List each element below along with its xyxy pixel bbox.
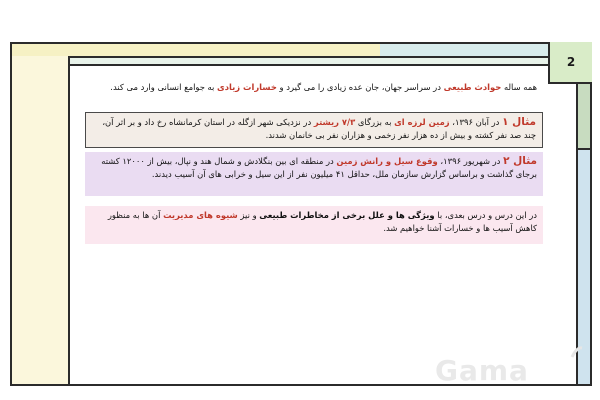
example-2-highlight-flood: وقوع سیل و رانش زمین xyxy=(336,156,438,166)
inner-left-line xyxy=(68,56,70,384)
lesson-text-3: آن ها به منظور کاهش آسیب ها و خسارات آشنا خواهیم شد. xyxy=(107,210,537,233)
example-2-label: مثال ۲ xyxy=(503,155,537,167)
example-1-highlight-earthquake: زمین لرزه ای xyxy=(394,117,450,127)
example-2-text-2: در منطقه ای بین بنگلادش و شمال هند و نپال، بیش از ۱۲۰۰۰ کشته برجای گذاشت و براساس گزارش سازمان ملل، حداقل ۴۱ میلیون نفر از این سیل و خرابی های آن آسیب دیدند. xyxy=(101,156,537,179)
top-right-band xyxy=(380,42,548,56)
example-1-text-2: به بزرگای xyxy=(355,117,395,127)
intro-text-2: در سراسر جهان، جان عده زیادی را می گیرد و xyxy=(276,82,444,92)
intro-text-3: به جوامع انسانی وارد می کند. xyxy=(110,82,218,92)
lesson-highlight-management: شیوه های مدیریت xyxy=(163,210,238,220)
intro-highlight-natural-disasters: حوادث طبیعی xyxy=(443,82,502,92)
example-1-text-3: در نزدیکی شهر ازگله در استان کرمانشاه رخ داد و بر اثر آن، چند صد نفر کشته و بیش از ده هزار نفر زخمی و هزاران نفر بی خانمان شدند. xyxy=(102,117,536,140)
left-band xyxy=(10,56,68,384)
example-2-paragraph xyxy=(85,152,543,196)
top-band xyxy=(10,42,380,56)
gama-watermark: Gama xyxy=(435,354,529,387)
frame-right-line xyxy=(590,42,592,386)
intro-paragraph xyxy=(85,78,543,108)
example-1-text-1: در آبان ۱۳۹۶، xyxy=(449,117,503,127)
inner-top-line-2 xyxy=(68,64,580,66)
lesson-intro-paragraph xyxy=(85,206,543,244)
watermark-logo-icon xyxy=(570,345,584,359)
inner-right-line xyxy=(576,64,578,384)
page-number: 2 xyxy=(548,42,592,84)
example-2-text-1: در شهریور ۱۳۹۶، xyxy=(437,156,504,166)
lesson-highlight-features: ویژگی ها و علل برخی از مخاطرات طبیعی xyxy=(259,210,435,220)
lesson-text-1: در این درس و درس بعدی، با xyxy=(434,210,537,220)
intro-highlight-damages: خسارات زیادی xyxy=(217,82,277,92)
example-1-label: مثال ۱ xyxy=(502,116,536,128)
frame-left-line xyxy=(10,42,12,386)
intro-text-1: همه ساله xyxy=(501,82,537,92)
example-1-highlight-magnitude: ۷/۳ ریشتر xyxy=(313,117,356,127)
frame-top-line xyxy=(10,42,592,44)
lesson-text-2: و نیز xyxy=(237,210,260,220)
right-band-divider xyxy=(576,148,592,150)
example-1-paragraph xyxy=(85,112,543,148)
inner-top-line xyxy=(68,56,548,58)
